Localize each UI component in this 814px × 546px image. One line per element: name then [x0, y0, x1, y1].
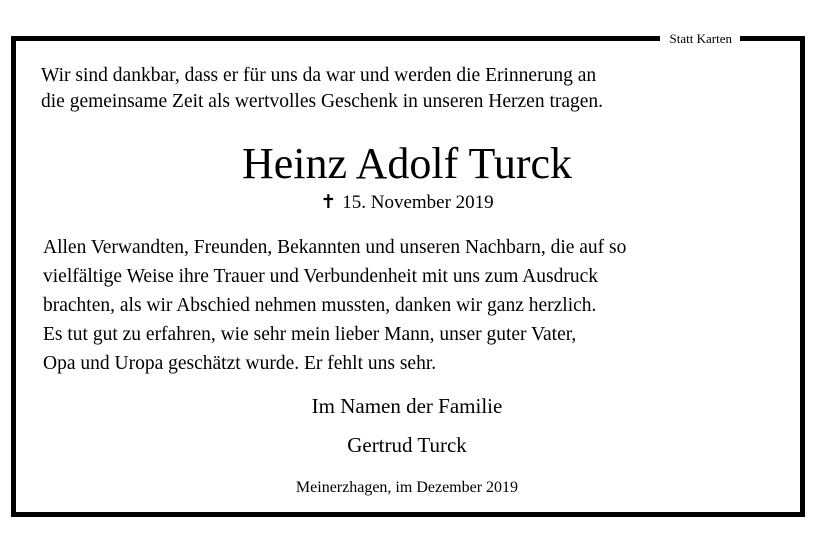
signer-name: Gertrud Turck [347, 433, 467, 457]
place-and-date: Meinerzhagen, im Dezember 2019 [295, 479, 519, 496]
family-line: Im Namen der Familie [311, 394, 503, 418]
message-line: vielfältige Weise ihre Trauer und Verbundenheit mit uns zum Ausdruck [43, 266, 598, 287]
statt-karten-label: Statt Karten [660, 32, 740, 46]
death-date-line [0, 191, 814, 215]
thank-you-message [43, 233, 783, 378]
message-line: brachten, als wir Abschied nehmen mussten, danken wir ganz herzlich. [43, 295, 597, 316]
intro-text [41, 63, 781, 115]
death-date: 15. November 2019 [342, 192, 494, 213]
cross-icon: ✝ [320, 192, 337, 213]
intro-line: die gemeinsame Zeit als wertvolles Geschenk in unseren Herzen tragen. [41, 91, 604, 112]
deceased-name: Heinz Adolf Turck [242, 139, 572, 188]
message-line: Opa und Uropa geschätzt wurde. Er fehlt uns sehr. [43, 353, 437, 374]
message-line: Es tut gut zu erfahren, wie sehr mein lieber Mann, unser guter Vater, [43, 324, 577, 345]
intro-line: Wir sind dankbar, dass er für uns da war und werden die Erinnerung an [41, 65, 597, 86]
message-line: Allen Verwandten, Freunden, Bekannten und unseren Nachbarn, die auf so [43, 237, 627, 258]
